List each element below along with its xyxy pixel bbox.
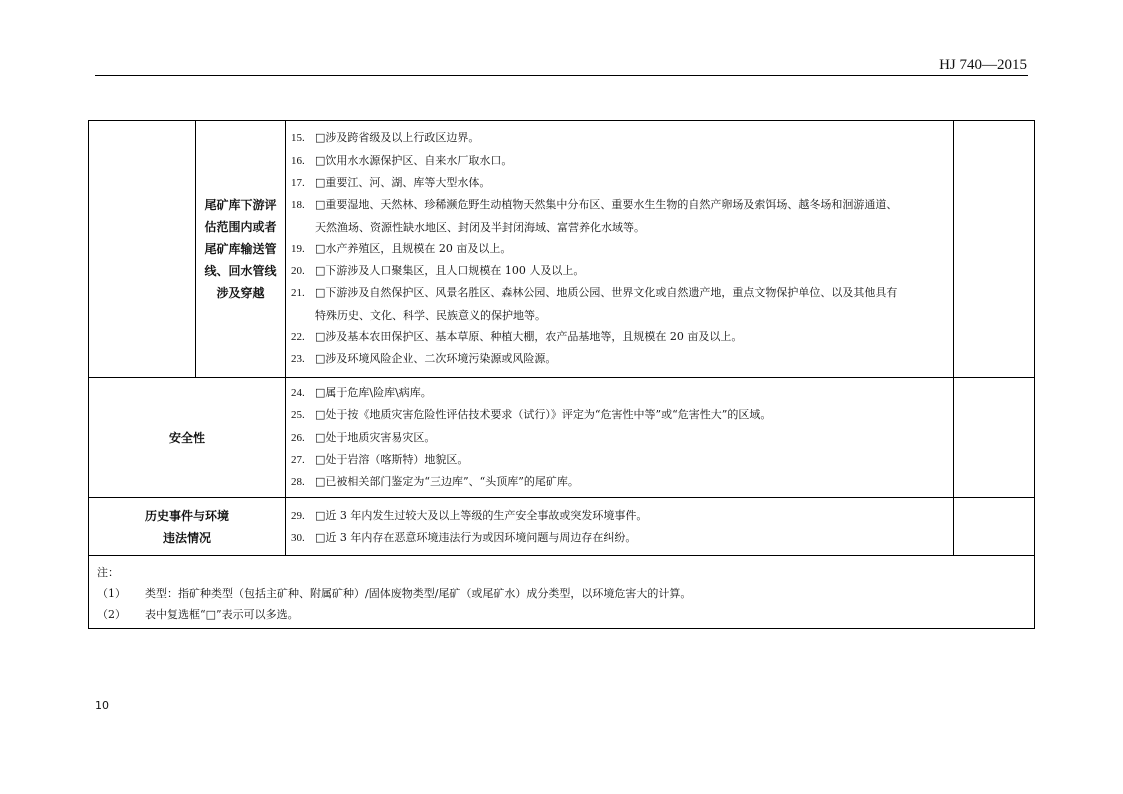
note-item: （1） 类型：指矿种类型（包括主矿种、附属矿种）/固体废物类型/尾矿（或尾矿水）成分类型，以环境危害大的计算。 <box>97 587 692 601</box>
list-item: 21. □下游涉及自然保护区、风景名胜区、森林公园、地质公园、世界文化或自然遗产地，重点文物保护单位、以及其他具有 特殊历史、文化、科学、民族意义的保护地等。 <box>291 286 898 322</box>
category-line: 涉及穿越 <box>216 286 265 300</box>
items-cell <box>286 378 954 498</box>
list-item: 15. □涉及跨省级及以上行政区边界。 <box>291 131 480 145</box>
list-item: 16. □饮用水水源保护区、自来水厂取水口。 <box>291 153 513 167</box>
items-cell <box>286 498 954 556</box>
category-cell <box>89 378 286 498</box>
category-line: 安全性 <box>168 430 205 445</box>
list-item: 25. □处于按《地质灾害危险性评估技术要求（试行）》评定为“危害性中等”或“危害性大”的区域。 <box>291 408 772 422</box>
list-item: 24. □属于危库\险库\病库。 <box>291 386 432 399</box>
list-item: 22. □涉及基本农田保护区、基本草原、种植大棚，农产品基地等，且规模在 20 亩及以上。 <box>291 330 743 344</box>
category-line: 估范围内或者 <box>204 220 277 234</box>
note-item: （2） 表中复选框“□”表示可以多选。 <box>97 608 299 622</box>
blank-cell <box>89 121 196 378</box>
category-cell <box>89 498 286 556</box>
items-cell <box>286 121 954 378</box>
list-item: 23. □涉及环境风险企业、二次环境污染源或风险源。 <box>291 352 557 366</box>
list-item: 19. □水产养殖区，且规模在 20 亩及以上。 <box>291 241 512 255</box>
document-code: HJ 740—2015 <box>939 57 1027 73</box>
page-number: 10 <box>95 699 109 712</box>
list-item: 28. □已被相关部门鉴定为“三边库”、“头顶库”的尾矿库。 <box>291 475 579 489</box>
table-row <box>89 498 1035 556</box>
category-line: 尾矿库输送管 <box>204 242 277 256</box>
blank-cell <box>954 378 1035 498</box>
header-rule <box>95 75 1028 76</box>
blank-cell <box>954 121 1035 378</box>
list-item: 30. □近 3 年内存在恶意环境违法行为或因环境问题与周边存在纠纷。 <box>291 530 637 544</box>
category-line: 历史事件与环境 <box>144 508 229 523</box>
category-line: 违法情况 <box>162 530 211 545</box>
list-item: 29. □近 3 年内发生过较大及以上等级的生产安全事故或突发环境事件。 <box>291 508 648 522</box>
table-row <box>89 121 1035 378</box>
notes-row <box>89 556 1035 629</box>
list-item: 17. □重要江、河、湖、库等大型水体。 <box>291 175 491 189</box>
category-cell <box>196 121 286 378</box>
notes-cell <box>89 556 1035 629</box>
category-line: 尾矿库下游评 <box>204 198 277 212</box>
notes-label: 注： <box>97 566 119 580</box>
list-item: 26. □处于地质灾害易灾区。 <box>291 430 436 444</box>
table-row <box>89 378 1035 498</box>
criteria-table <box>88 120 1035 629</box>
list-item: 27. □处于岩溶（喀斯特）地貌区。 <box>291 452 469 466</box>
list-item: 18. □重要湿地、天然林、珍稀濒危野生动植物天然集中分布区、重要水生生物的自然产卵场及索饵场、越冬场和洄游通道、 天然渔场、资源性缺水地区、封闭及半封闭海域、富营养化水域等。 <box>291 198 898 234</box>
category-line: 线、回水管线 <box>204 264 277 278</box>
list-item: 20. □下游涉及人口聚集区，且人口规模在 100 人及以上。 <box>291 264 585 278</box>
blank-cell <box>954 498 1035 556</box>
